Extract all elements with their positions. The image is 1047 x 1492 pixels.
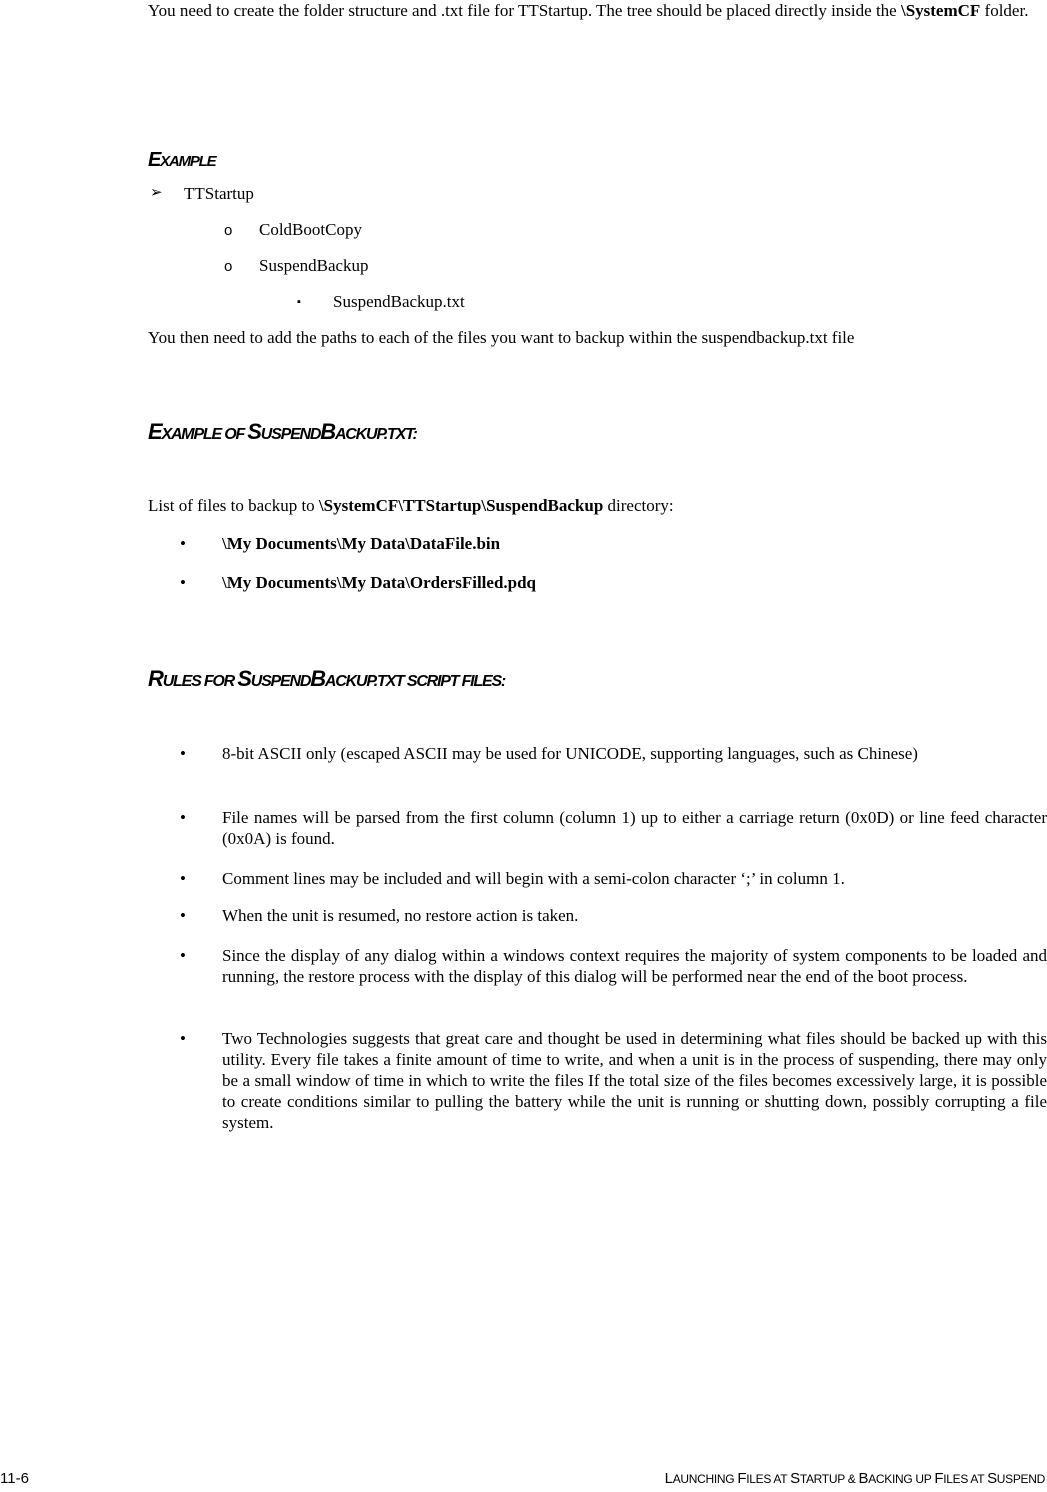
- list-bullet-icon: •: [180, 744, 186, 763]
- square-bullet-icon: ▪: [297, 296, 301, 308]
- list-bullet-icon: •: [180, 808, 186, 827]
- rule-item: 8-bit ASCII only (escaped ASCII may be used for UNICODE, supporting languages, such as Chinese): [222, 744, 918, 763]
- rules-heading: RULES FOR SUSPENDBACKUP.TXT SCRIPT FILES:: [148, 666, 506, 691]
- list-bullet-icon: •: [180, 534, 186, 553]
- intro-folder-name: \SystemCF: [900, 1, 981, 20]
- example-heading: EXAMPLE: [148, 149, 216, 171]
- intro-text-end: folder.: [980, 1, 1029, 20]
- rule-item: Comment lines may be included and will begin with a semi-colon character ‘;’ in column 1.: [222, 869, 845, 888]
- footer-title: LAUNCHING FILES AT STARTUP & BACKING UP FILES AT SUSPEND: [664, 1470, 1045, 1487]
- file-list-item: \My Documents\My Data\OrdersFilled.pdq: [222, 573, 537, 592]
- rule-item: When the unit is resumed, no restore action is taken.: [222, 906, 579, 925]
- tree-item-ttstartup: TTStartup: [184, 184, 254, 203]
- circle-bullet-icon: o: [224, 222, 233, 239]
- list-bullet-icon: •: [180, 1029, 186, 1048]
- circle-bullet-icon: o: [224, 258, 233, 275]
- tree-item-coldbootcopy: ColdBootCopy: [259, 220, 362, 239]
- tree-item-suspendbackup-txt: SuspendBackup.txt: [333, 292, 465, 311]
- list-bullet-icon: •: [180, 869, 186, 888]
- page-number: 11-6: [0, 1470, 29, 1487]
- list-bullet-icon: •: [180, 906, 186, 925]
- file-list-item: \My Documents\My Data\DataFile.bin: [222, 534, 501, 553]
- rule-item: File names will be parsed from the first column (column 1) up to either a carriage return (0x0D) or line feed character (0x0A) is found.: [222, 808, 1047, 848]
- intro-text: You need to create the folder structure and .txt file for TTStartup. The tree should be placed directly inside the: [148, 1, 901, 20]
- intro-paragraph: [148, 0, 1047, 21]
- list-bullet-icon: •: [180, 573, 186, 592]
- example-file-heading: EXAMPLE OF SUSPENDBACKUP.TXT:: [148, 419, 417, 444]
- rule-item: Since the display of any dialog within a windows context requires the majority of system components to be loaded and running, the restore process with the display of this dialog will be performed near the end of the boot process.: [222, 946, 1047, 986]
- arrow-bullet-icon: ➢: [150, 185, 163, 201]
- backup-directory-path: \SystemCF\TTStartup\SuspendBackup: [318, 496, 604, 515]
- paths-paragraph: You then need to add the paths to each of the files you want to backup within the suspendbackup.txt file: [148, 328, 855, 347]
- list-bullet-icon: •: [180, 946, 186, 965]
- rule-item: Two Technologies suggests that great care and thought be used in determining what files should be backed up with this utility. Every file takes a finite amount of time to write, and when a unit is in the process of suspending, there may only be a small window of time in which to write the files If the total size of the files becomes excessively large, it is possible to create conditions similar to pulling the battery while the unit is running or shutting down, possibly corrupting a file system.: [222, 1029, 1047, 1132]
- list-intro: List of files to backup to \SystemCF\TTStartup\SuspendBackup directory:: [148, 496, 674, 515]
- tree-item-suspendbackup: SuspendBackup: [259, 256, 369, 275]
